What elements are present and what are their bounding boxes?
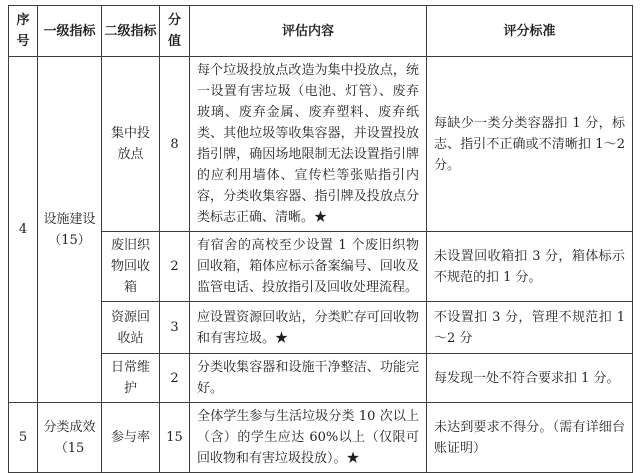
header-content: 评估内容 [190,6,427,57]
cell-content: 每个垃圾投放点改造为集中投放点，统一设置有害垃圾（电池、灯管）、废弃玻璃、废弃金属、废弃塑料、废弃纸类、其他垃圾等收集容器，并设置投放指引牌，确因场地限制无法设置指引牌的应利用墙体、宣传栏等张贴指引内容，分类收集容器、指引牌及投放点分类标志正确、清晰。★ [190,57,427,232]
cell-indicator: 废旧织物回收箱 [102,232,160,302]
cell-seq: 5 [9,403,38,473]
cell-category: 设施建设（15） [38,57,102,403]
table-row [9,57,633,232]
cell-criteria: 每发现一处不符合要求扣 1 分。 [427,354,633,403]
table-row [9,403,633,473]
cell-criteria: 未达到要求不得分。（需有详细台账证明） [427,403,633,473]
cell-content: 全体学生参与生活垃圾分类 10 次以上（含）的学生应达 60%以上（仅限可回收物和有害垃圾投放）。★ [190,403,427,473]
header-seq: 序号 [9,6,38,57]
cell-indicator: 集中投放点 [102,57,160,232]
cell-criteria: 不设置扣 3 分，管理不规范扣 1～2 分 [427,302,633,354]
cell-category: 分类成效（15 [38,403,102,473]
cell-content: 有宿舍的高校至少设置 1 个废旧织物回收箱，箱体应标示备案编号、回收及监管电话、投放指引及回收处理流程。 [190,232,427,302]
cell-criteria: 每缺少一类分类容器扣 1 分，标志、指引不正确或不清晰扣 1～2 分。 [427,57,633,232]
cell-indicator: 资源回收站 [102,302,160,354]
cell-score: 2 [160,232,190,302]
table-row [9,302,633,354]
evaluation-table [8,5,633,473]
cell-seq: 4 [9,57,38,403]
cell-content: 应设置资源回收站，分类贮存可回收物和有害垃圾。★ [190,302,427,354]
header-level1-indicator: 一级指标 [38,6,102,57]
cell-indicator: 参与率 [102,403,160,473]
cell-criteria: 未设置回收箱扣 3 分，箱体标示不规范的扣 1 分。 [427,232,633,302]
table-row [9,232,633,302]
table-row [9,354,633,403]
header-row [9,6,633,57]
header-score: 分值 [160,6,190,57]
header-criteria: 评分标准 [427,6,633,57]
cell-score: 2 [160,354,190,403]
cell-score: 15 [160,403,190,473]
header-level2-indicator: 二级指标 [102,6,160,57]
cell-score: 3 [160,302,190,354]
cell-content: 分类收集容器和设施干净整洁、功能完好。 [190,354,427,403]
cell-score: 8 [160,57,190,232]
cell-indicator: 日常维护 [102,354,160,403]
